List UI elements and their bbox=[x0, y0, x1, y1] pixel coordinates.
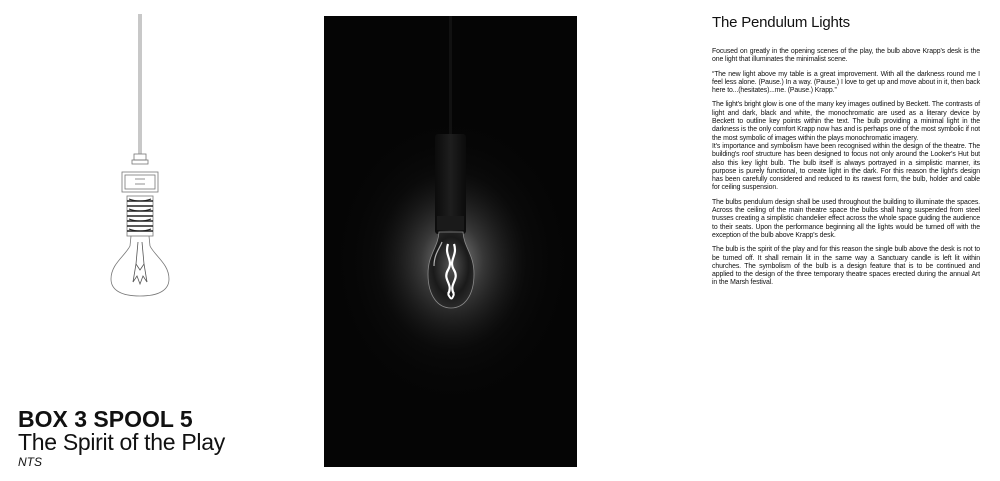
paragraph-spirit: The bulb is the spirit of the play and for this reason the single bulb above the desk is not to be turned off. It shall remain lit in the same way a Sanctuary candle is left lit within churches. The symbolism of the bulb is a design feature that is to be continued and applied to the design of the three temporary theatre spaces erected during the annual Art in the Marsh festival. bbox=[712, 246, 980, 287]
paragraph-quote: “The new light above my table is a great improvement. With all the darkness round me I feel less alone. (Pause.) In a way. (Pause.) I love to get up and move about in it, then back here to...(hesitates)...me. (Pause.) Krapp.” bbox=[712, 70, 980, 95]
paragraph-imagery: The light's bright glow is one of the many key images outlined by Beckett. The contrasts of light and dark, black and white, the monochromatic are used as a literary device by Beckett to outline key points within the text. The bulb providing a minimal light in the darkness is the only comfort Krapp now has and is perhaps one of the most symbolic if not the most symbolic of images within the plays monochromatic imagery. bbox=[712, 101, 980, 142]
section-heading: The Pendulum Lights bbox=[712, 14, 850, 31]
paragraph-pendulum-design: The bulbs pendulum design shall be used throughout the building to illuminate the spaces. Across the ceiling of the main theatre space the bulbs shall hang suspended from steel trusses creating a simplistic chandelier effect across the whole space guiding the audience to their seats. Upon the performance beginning all the lights would be turned off with the exception of the bulb above Krapp's desk. bbox=[712, 198, 980, 239]
paragraph-intro: Focused on greatly in the opening scenes of the play, the bulb above Krapp's desk is the one light that illuminates the minimalist scene. bbox=[712, 48, 980, 64]
title-block bbox=[18, 408, 225, 468]
pendulum-bulb-photo bbox=[324, 16, 577, 467]
description-column bbox=[712, 14, 980, 294]
title-line-2: The Spirit of the Play bbox=[18, 429, 225, 455]
title-line-1: BOX 3 SPOOL 5 bbox=[18, 406, 193, 432]
light-bulb-drawing-icon bbox=[105, 14, 175, 304]
scale-label: NTS bbox=[18, 455, 42, 469]
paragraph-symbolism: It's importance and symbolism have been recognised within the design of the theatre. The building's roof structure has been designed to focus not only around the Looker's Hut but also this key light bulb. The bulb itself is always portrayed in a simplistic manner, its purpose is purely functional, to create light in the dark. For this reason the light's design has been carefully considered and reduced to its rawest form, the bulb, holder and cable for ceiling suspension. bbox=[712, 142, 980, 192]
